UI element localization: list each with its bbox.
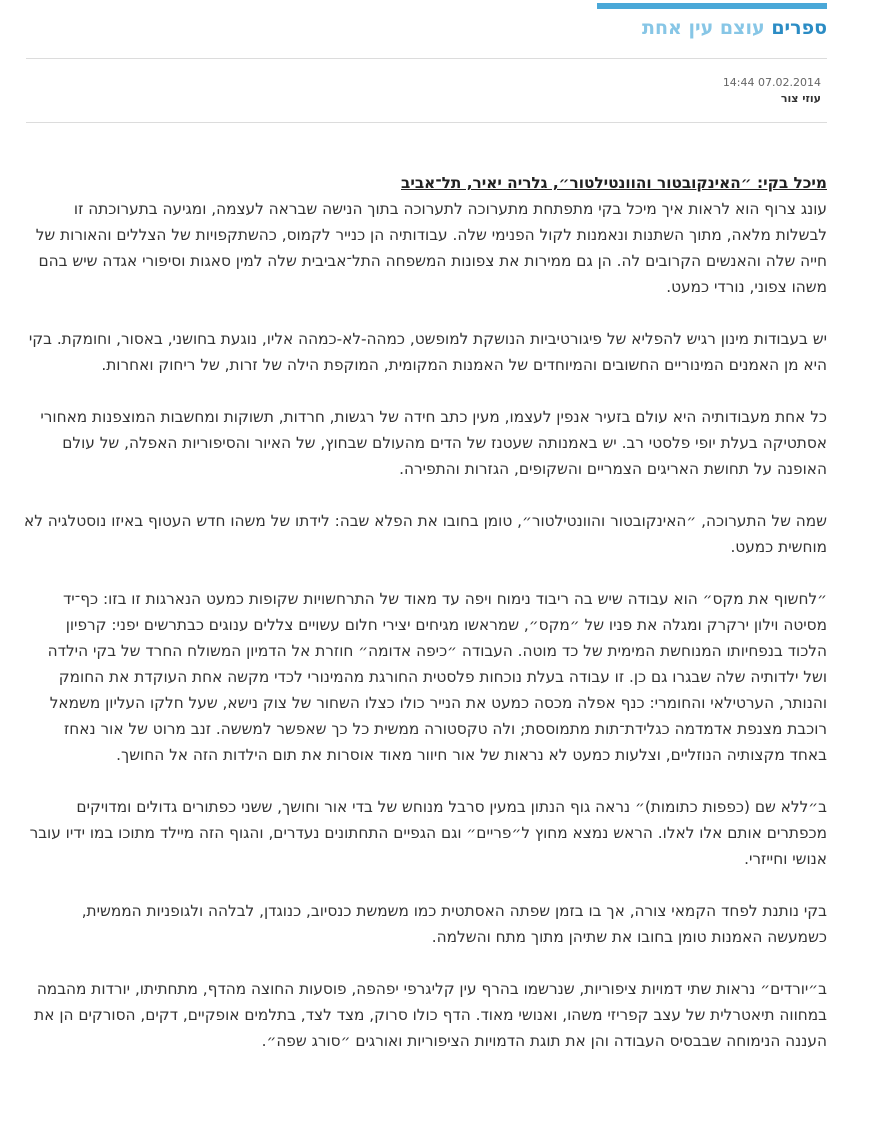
section-title[interactable]: [642, 14, 827, 42]
article-paragraph: שמה של התערוכה, ״האינקובטור והוונטילטור״, טומן בחובו את הפלא שבה: לידתו של משהו חדש העטוף באיזו נוסטלגיה לא מוחשית כמעט.: [24, 512, 827, 556]
article-paragraph: כל אחת מעבודותיה היא עולם בזעיר אנפין לעצמו, מעין כתב חידה של רגשות, חרדות, תשוקות ומחשבות המוצפנות מאחורי אסתטיקה בעלת יופי פלסטי רב. יש באמנותה שעטנז של הדים מהעולם שבחוץ, של האיור והסיפוריות האפלה, של עולם האופנה על תחושת האריגים הצמריים והשקופים, הגזרות והתפירה.: [40, 408, 827, 478]
section-title-secondary[interactable]: עוצם עין אחת: [642, 17, 765, 39]
publish-datetime: 14:44 07.02.2014: [722, 76, 821, 89]
article-paragraph: ב״ללא שם (כפפות כתומות)״ נראה גוף הנתון במעין סרבל מנוחש של בדי אור וחושך, ששני כפתורים גדולים ומדויקים מכפתרים אותם אלו לאלו. הראש נמצא מחוץ ל״פריים״ וגם הגפיים התחתונים נעדרים, והגוף הזה מיילד מתוכו במו ידיו עובר אנושי וחייזרי.: [29, 798, 827, 868]
article-body: [24, 170, 827, 1080]
article-paragraph: בקי נותנת לפחד הקמאי צורה, אך בו בזמן שפתה האסתטית כמו משמשת כנסיוב, כנוגדן, לבלהה ולגופניות הממשית, כשמעשה האמנות טומן בחובו את שתיהן מתוך מתח והשלמה.: [81, 902, 827, 946]
article-paragraph: יש בעבודות מינון רגיש להפליא של פיגורטיביות הנושקת למופשט, כמהה-לא-כמהה אליו, נוגעת בחושני, באסור, וחומקת. בקי היא מן האמנים המינוריים החשובים והמיוחדים של האמנות המקומית, המוקפת הילה של זרות, של ריחוק ואחרות.: [28, 330, 827, 374]
author-name[interactable]: עוזי צור: [780, 92, 821, 105]
article-paragraph: ב״יורדים״ נראות שתי דמויות ציפוריות, שנרשמו בהרף עין קליגרפי יפהפה, פוסעות החוצה מהדף, מתחתיתו, יורדות מהבמה במחווה תיאטרלית של עצב קפריזי משהו, ואנושי מאוד. הדף כולו סרוק, מצד לצד, בתלמים אופקיים, דקים, הסורקים הן את העננה הנימוחה שבבסיס העבודה והן את תוגת הדמויות הציפוריות ואורגים ״סורג שפה״.: [34, 980, 827, 1050]
meta-divider: [26, 122, 827, 123]
section-accent-bar: [597, 3, 827, 9]
article-paragraph: עונג צרוף הוא לראות איך מיכל בקי מתפתחת מתערוכה לתערוכה בתוך הנישה שבראה לעצמה, ומגיעה בתערוכתה זו לבשלות מלאה, מתוך השתנות ונאמנות לקול הפנימי שלה. עבודותיה הן כנייר לקמוס, כהשתקפויות של הצללים והאורות של חייה שלה והאנשים הקרובים לה. הן גם ממירות את צפונות המשפחה התל־אביבית שלה למין סאגות וסיפורי אגדה שיש בהם משהו צפוני, נורדי כמעט.: [35, 200, 827, 296]
section-title-primary[interactable]: ספרים: [771, 17, 827, 39]
article-title: מיכל בקי: ״האינקובטור והוונטילטור״, גלריה יאיר, תל־אביב: [401, 174, 827, 192]
article-paragraph: ״לחשוף את מקס״ הוא עבודה שיש בה ריבוד נימוח ויפה עד מאוד של התרחשויות שקופות כמעט הנארגות זו בזו: כף־יד מסיטה וילון ירקרק ומגלה את פניו של ״מקס״, שמראשו מגיחים יצירי חלום עשויים צללים ענוגים כבתרשים יפני: קרפיון הלכוד בנפחיותו המנוחשת המימית של כד מוטה. העבודה ״כיפה אדומה״ חוזרת אל הדמיון המשולח החרד של בקי הילדה ושל ילדותיה שלה שבגרו גם כן. זו עבודה בעלת נוכחות פלסטית החורגת מהמינורי לכדי מקשה אחת העוקדת את החומק והנותר, הערטילאי והחומרי: כנף אפלה מכסה כמעט את הנייר כולו כצלו השחור של צוק נישא, שעל חלקו העליון משמאל רוכבת מצנפת אדמדמה כגלידת־תות מתמוססת; ולה טקסטורה ממשית כל כך שאפשר למששה. זנב מרוט של אור נאחז באחד מקצותיה הנוזליים, וצלעות כמעט לא נראות של אור חיוור מאוד אוסרות את תום הילדות הזה אל החושך.: [47, 590, 827, 764]
article-meta: [723, 75, 821, 107]
header-divider: [26, 58, 827, 59]
